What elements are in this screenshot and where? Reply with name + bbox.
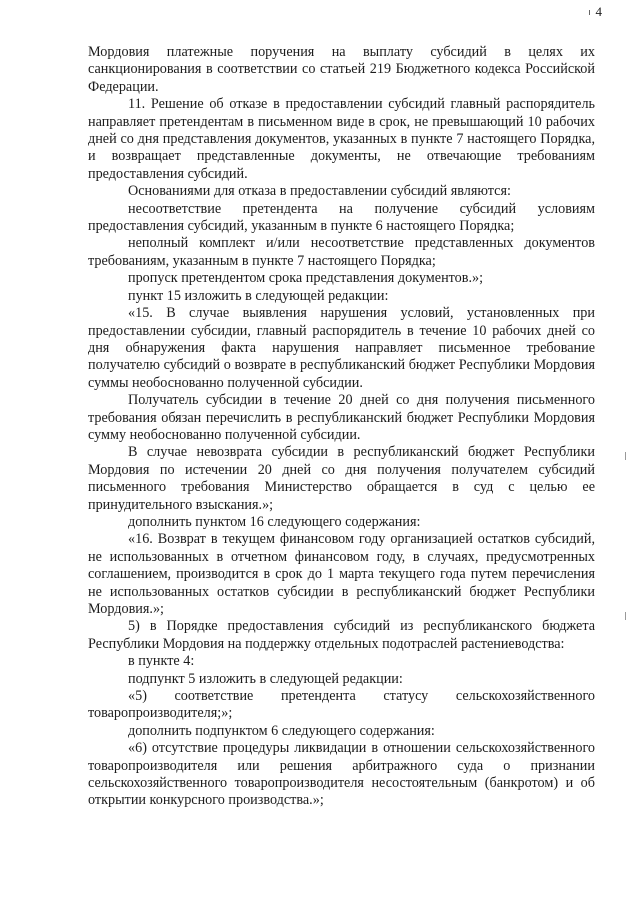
paragraph: пропуск претендентом срока представления документов.»; [128, 270, 484, 287]
paragraph: «5) соответствие претендента статусу сельскохозяйственного товаропроизводителя;»; [88, 688, 595, 722]
paragraph: дополнить пунктом 16 следующего содержания: [128, 513, 421, 530]
paragraph: В случае невозврата субсидии в республиканский бюджет Республики Мордовия по истечении 20 дней со дня получения получателем субсидий письменного требования Министерство обращается в суд с целью ее принудительного взыскания.»; [88, 444, 595, 513]
paragraph: «16. Возврат в текущем финансовом году организацией остатков субсидий, не использованных в отчетном финансовом году, в случаях, предусмотренных соглашением, производится в срок до 1 марта текущего года путем перечисления не использованных остатков субсидии в республиканский бюджет Республики Мордовия.»; [88, 531, 595, 617]
document-body [88, 44, 595, 810]
paragraph: 11. Решение об отказе в предоставлении субсидий главный распорядитель направляет претендентам в письменном виде в срок, не превышающий 10 рабочих дней со дня представления документов, указанных в пункте 7 настоящего Порядка, и возвращает представленные документы, не отвечающие требованиям предоставления субсидий. [88, 96, 595, 182]
scan-edge-mark [625, 612, 626, 620]
paragraph: дополнить подпунктом 6 следующего содержания: [128, 722, 435, 739]
paragraph: подпункт 5 изложить в следующей редакции: [128, 670, 403, 687]
paragraph: в пункте 4: [128, 653, 195, 670]
paragraph: неполный комплект и/или несоответствие представленных документов требованиям, указанным в пункте 7 настоящего Порядка; [88, 235, 595, 269]
paragraph: несоответствие претендента на получение субсидий условиям предоставления субсидий, указанным в пункте 6 настоящего Порядка; [88, 200, 595, 235]
paragraph: Мордовия платежные поручения на выплату субсидий в целях их санкционирования в соответствии со статьей 219 Бюджетного кодекса Российской Федерации. [88, 44, 595, 95]
paragraph: 5) в Порядке предоставления субсидий из республиканского бюджета Республики Мордовия на поддержку отдельных подотраслей растениеводства: [88, 618, 595, 652]
page-number: 4 [595, 4, 602, 19]
paragraph: «6) отсутствие процедуры ликвидации в отношении сельскохозяйственного товаропроизводителя или решения арбитражного суда о признании сельскохозяйственного товаропроизводителя несостоятельным (банкротом) и об открытии конкурсного производства.»; [88, 740, 595, 809]
paragraph: «15. В случае выявления нарушения условий, установленных при предоставлении субсидии, главный распорядитель в течение 10 рабочих дней со дня обнаружения факта нарушения направляет письменное требование получателю субсидий о возврате в республиканский бюджет Республики Мордовия суммы необоснованно полученной субсидии. [88, 305, 595, 391]
scan-edge-mark [625, 452, 626, 460]
page-tick-mark [589, 10, 590, 15]
paragraph: пункт 15 изложить в следующей редакции: [128, 287, 389, 304]
paragraph: Получатель субсидии в течение 20 дней со дня получения письменного требования обязан перечислить в республиканский бюджет Республики Мордовия сумму необоснованно полученной субсидии. [88, 392, 595, 443]
paragraph: Основаниями для отказа в предоставлении субсидий являются: [128, 183, 511, 200]
